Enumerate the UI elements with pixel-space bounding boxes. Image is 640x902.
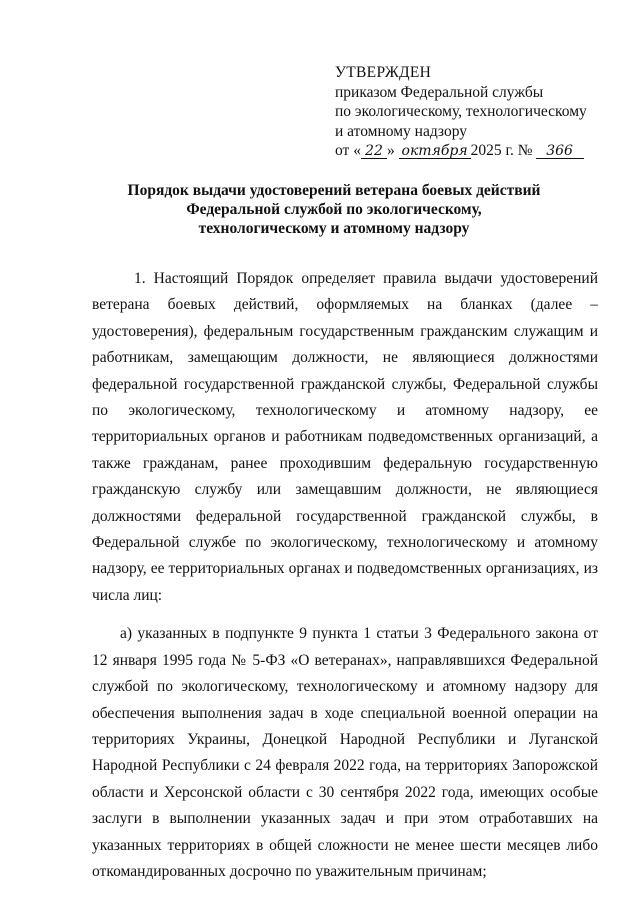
date-year: 2025 г. № — [470, 142, 533, 159]
handwritten-day: 22 — [361, 144, 387, 159]
paragraph-2: а) указанных в подпункте 9 пункта 1 статьи 3 Федерального закона от 12 января 1995 года № 5-ФЗ «О ветеранах», направлявшихся Федеральной службой по экологическому, технологическому и атомному надзору для обеспечения выполнения задач в ходе специальной военной операции на территориях Украины, Донецкой Народной Республики и Луганской Народной Республики с 24 февраля 2022 года, на территориях Запорожской области и Херсонской области с 30 сентября 2022 года, имеющих особые заслуги в выполнении указанных задач и при этом отработавших на указанных территориях в общей сложности не менее шести месяцев либо откомандированных досрочно по уважительным причинам; — [92, 625, 598, 880]
approval-line-1: приказом Федеральной службы — [335, 83, 544, 101]
document-body — [92, 266, 598, 885]
heading-line-3: технологическому и атомному надзору — [198, 220, 470, 237]
date-prefix: от « — [335, 142, 361, 159]
date-mid: » — [386, 142, 399, 159]
paragraph-1: 1. Настоящий Порядок определяет правила выдачи удостоверений ветерана боевых действий, оформляемых на бланках (далее – удостоверения), федеральным государственным гражданским служащим и работникам, замещающим должности, не являющиеся должностями федеральной государственной гражданской службы, Федеральной службы по экологическому, технологическому и атомному надзору, ее территориальных органов и работникам подведомственных организаций, а также гражданам, ранее проходившим федеральную государственную гражданскую службу или замещавшим должности, не являющиеся должностями федеральной государственной гражданской службы, в Федеральной службе по экологическому, технологическому и атомному надзору, ее территориальных органах и подведомственных организациях, из числа лиц: — [92, 270, 598, 604]
approval-line-2: по экологическому, технологическому — [335, 103, 587, 120]
heading-line-2: Федеральной службой по экологическому, — [186, 201, 482, 218]
handwritten-order-number: 366 — [536, 144, 584, 159]
handwritten-month: октября — [399, 144, 471, 159]
heading-line-1: Порядок выдачи удостоверений ветерана боевых действий — [127, 182, 541, 199]
approval-line-3: и атомному надзору — [335, 122, 467, 140]
approval-block — [335, 63, 625, 161]
approval-date-line — [335, 141, 625, 161]
document-heading — [60, 181, 608, 238]
approval-title: УТВЕРЖДЕН — [335, 64, 432, 81]
